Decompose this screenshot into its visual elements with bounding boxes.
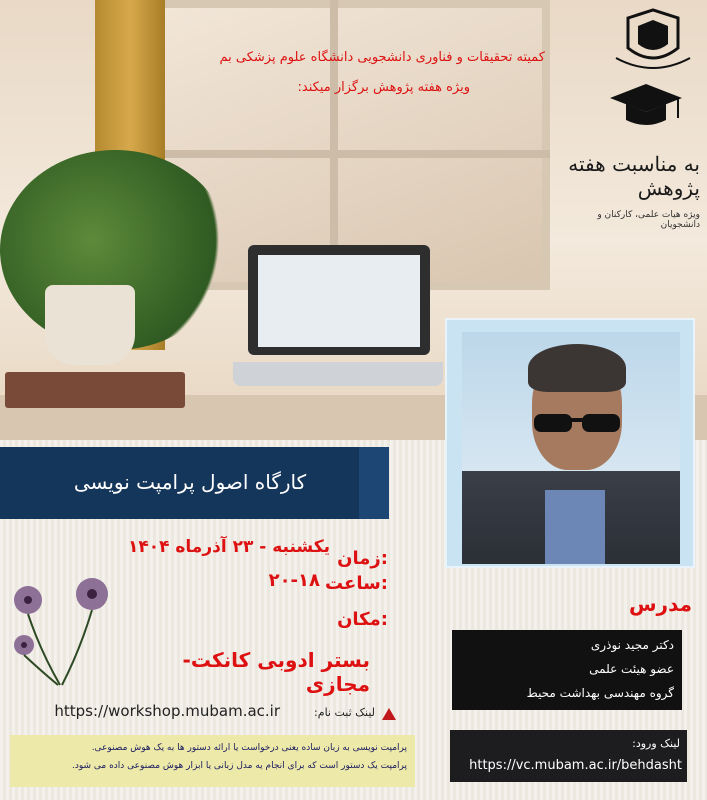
teacher-department: گروه مهندسی بهداشت محیط — [526, 686, 674, 700]
place-label: مکان: — [337, 609, 388, 630]
login-label: لینک ورود: — [632, 737, 680, 750]
hour-value: ۲۰-۱۸ — [268, 570, 320, 591]
description-line-2: پرامپت یک دستور است که برای انجام یه مدل زبانی یا ابزار هوش مصنوعی داده می شود. — [71, 761, 407, 771]
teacher-info-box — [452, 630, 682, 710]
event-title: به مناسبت هفته پژوهش — [568, 152, 700, 200]
flower-icon — [0, 570, 140, 690]
books-image — [5, 372, 185, 408]
time-label: زمان: — [337, 548, 388, 569]
description-box — [10, 735, 415, 787]
registration-label: لینک ثبت نام: — [314, 706, 375, 719]
event-subtitle: ویژه هیات علمی، کارکنان و دانشجویان — [597, 210, 700, 230]
laptop-keyboard — [233, 362, 443, 386]
description-line-1: پرامپت نویسی به زبان ساده یعنی درخواست یا ارائه دستور ها به یک هوش مصنوعی. — [91, 743, 407, 753]
sunglasses-icon — [530, 410, 624, 434]
speaker-hair — [528, 344, 626, 392]
login-link[interactable]: https://vc.mubam.ac.ir/behdasht — [469, 758, 682, 773]
registration-link[interactable]: https://workshop.mubam.ac.ir — [54, 702, 280, 720]
graduation-cap-icon — [608, 80, 684, 132]
registration-arrow-icon — [382, 708, 396, 720]
organizer-text: کمیته تحقیقات و فناوری دانشجویی دانشگاه علوم پزشکی بم — [219, 50, 545, 65]
organizer-subtext: ویژه هفته پژوهش برگزار میکند: — [297, 80, 470, 95]
teacher-position: عضو هیئت علمی — [589, 662, 674, 676]
plant-pot-image — [45, 285, 135, 365]
university-logo-icon — [608, 8, 698, 70]
hour-label: ساعت: — [324, 573, 388, 594]
speaker-shirt — [545, 490, 605, 564]
workshop-title: کارگاه اصول پرامپت نویسی — [73, 470, 307, 494]
teacher-label: مدرس — [628, 592, 692, 616]
place-value: بستر ادوبی کانکت- مجازی — [182, 648, 370, 696]
teacher-name: دکتر مجید نوذری — [590, 638, 674, 652]
window-mullion — [150, 150, 550, 158]
banner-tail — [359, 447, 389, 519]
time-value: یکشنبه - ۲۳ آذرماه ۱۴۰۴ — [127, 537, 330, 557]
laptop-screen-document — [258, 255, 420, 347]
